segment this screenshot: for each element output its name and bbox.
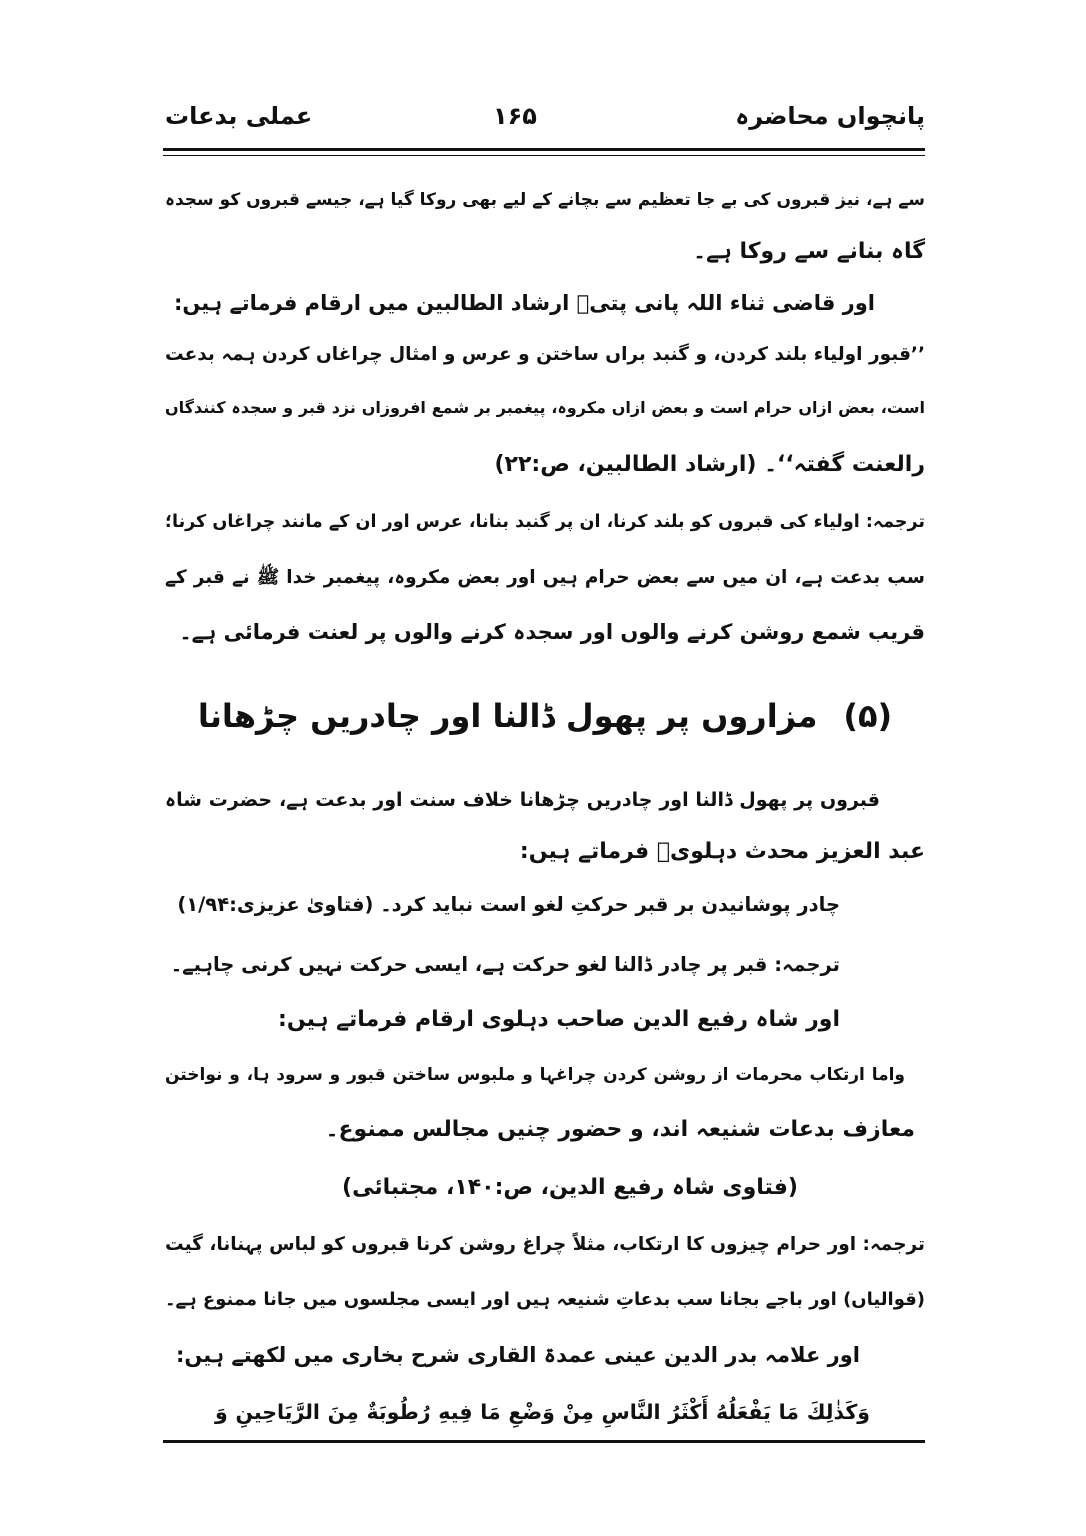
translation-line: ترجمہ: قبر پر چادر ڈالنا لغو حرکت ہے، ایسی حرکت نہیں کرنی چاہیے۔ <box>170 953 840 976</box>
header-rule-thin <box>163 155 925 156</box>
quote-line: ’’قبور اولیاء بلند کردن، و گنبد براں ساختن و عرس و امثال چراغاں کردن ہمہ بدعت <box>165 344 925 365</box>
section-title: مزاروں پر پھول ڈالنا اور چادریں چڑھانا <box>197 697 818 735</box>
citation-line: (فتاوی شاہ رفیع الدین، ص:۱۴۰، مجتبائی) <box>342 1175 798 1200</box>
arabic-quote-line: وَكَذٰلِكَ مَا يَفْعَلُهُ أَكْثَرُ النَّاسِ مِنْ وَضْعِ مَا فِيهِ رُطُوبَةٌ مِنَ الرَّيَاحِينِ وَ <box>215 1400 870 1424</box>
quote-line: چادر پوشانیدن بر قبر حرکتِ لغو است نباید کرد۔ (فتاویٰ عزیزی:۱/۹۴) <box>177 893 840 916</box>
translation-line: (قوالیاں) اور باجے بجانا سب بدعاتِ شنیعہ ہیں اور ایسی مجلسوں میں جانا ممنوع ہے۔ <box>165 1289 925 1310</box>
translation-line: ترجمہ: اور حرام چیزوں کا ارتکاب، مثلاً چراغ روشن کرنا قبروں کو لباس پہنانا، گیت <box>165 1234 925 1255</box>
text-line: اور علامہ بدر الدین عینی عمدۃ القاری شرح بخاری میں لکھتے ہیں: <box>175 1343 860 1367</box>
translation-line: ترجمہ: اولیاء کی قبروں کو بلند کرنا، ان پر گنبد بنانا، عرس اور ان کے مانند چراغاں کرنا؛ <box>165 512 925 532</box>
text-line: عبد العزیز محدث دہلویؒ فرماتے ہیں: <box>519 839 925 864</box>
translation-line: سب بدعت ہے، ان میں سے بعض حرام ہیں اور بعض مکروہ، پیغمبر خدا ﷺ نے قبر کے <box>165 567 925 588</box>
quote-line: واما ارتکاب محرمات از روشن کردن چراغہا و ملبوس ساختن قبور و سرود ہا، و نواختن <box>165 1065 905 1085</box>
quote-line: است، بعض ازاں حرام است و بعض ازاں مکروہ، پیغمبر بر شمع افروزاں نزد قبر و سجدہ کنندگاں <box>165 398 925 417</box>
page-number: ۱۶۵ <box>493 102 537 130</box>
translation-line: قریب شمع روشن کرنے والوں اور سجدہ کرنے والوں پر لعنت فرمائی ہے۔ <box>179 620 925 644</box>
section-heading <box>165 688 925 744</box>
footer-rule <box>163 1440 925 1443</box>
text-line: گاہ بنانے سے روکا ہے۔ <box>693 239 925 264</box>
text-line: سے ہے، نیز قبروں کی بے جا تعظیم سے بچانے کے لیے بھی روکا گیا ہے، جیسے قبروں کو سجدہ <box>165 190 925 210</box>
header-rule-thick <box>163 148 925 151</box>
text-line: اور قاضی ثناء اللہ پانی پتیؒ ارشاد الطالبین میں ارقام فرماتے ہیں: <box>174 291 875 315</box>
section-number: (۵) <box>843 697 893 735</box>
text-line: قبروں پر پھول ڈالنا اور چادریں چڑھانا خلاف سنت اور بدعت ہے، حضرت شاہ <box>165 789 880 811</box>
quote-line: معازف بدعات شنیعہ اند، و حضور چنیں مجالس ممنوع۔ <box>325 1117 915 1142</box>
running-header-topic: عملی بدعات <box>165 102 313 130</box>
quote-line: رالعنت گفتہ‘‘۔ (ارشاد الطالبین، ص:۲۲) <box>494 452 925 477</box>
running-header-chapter: پانچواں محاضرہ <box>735 102 925 130</box>
text-line: اور شاہ رفیع الدین صاحب دہلوی ارقام فرماتے ہیں: <box>278 1007 840 1032</box>
